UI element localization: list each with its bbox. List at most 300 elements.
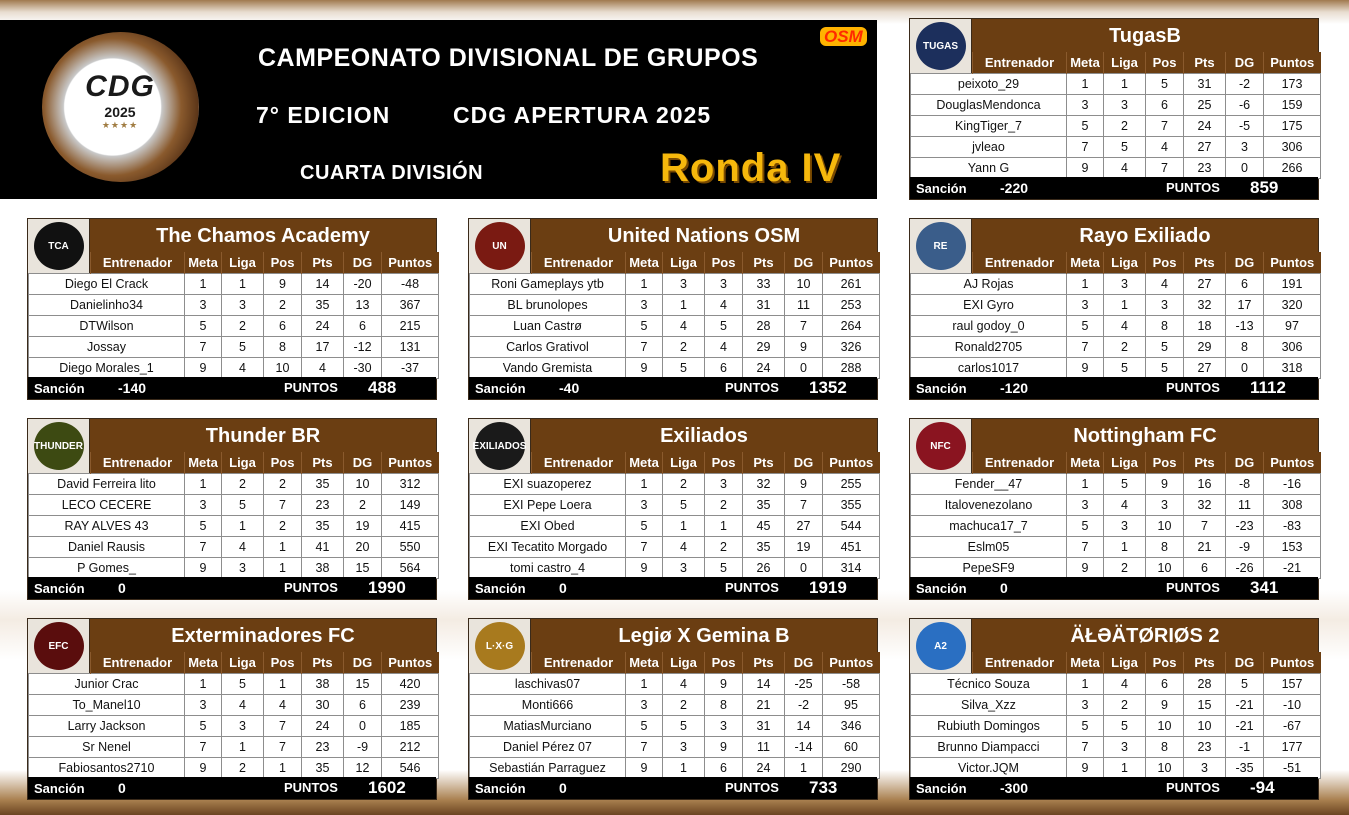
cell-dg: -25 <box>785 673 823 694</box>
table-row <box>911 357 1321 378</box>
cell-entrenador: Italovenezolano <box>911 494 1067 515</box>
cell-entrenador: AJ Rojas <box>911 273 1067 294</box>
cell-entrenador: BL brunolopes <box>470 294 626 315</box>
cell-dg: 9 <box>785 473 823 494</box>
column-header-pts: Pts <box>743 252 785 273</box>
cell-liga: 5 <box>222 336 264 357</box>
cell-pos: 7 <box>264 736 302 757</box>
sancion-label: Sanción <box>475 581 526 596</box>
table-row <box>911 557 1321 578</box>
column-header-pts: Pts <box>743 452 785 473</box>
table-row <box>911 736 1321 757</box>
cell-pts: 14 <box>743 673 785 694</box>
puntos-total: 341 <box>1250 578 1279 597</box>
division-label: CUARTA DIVISIÓN <box>300 162 484 184</box>
cdg-logo <box>42 32 199 182</box>
cell-dg: 0 <box>1226 157 1264 178</box>
cell-pts: 35 <box>302 757 344 778</box>
cell-entrenador: EXI suazoperez <box>470 473 626 494</box>
cell-pts: 38 <box>302 557 344 578</box>
team-panel <box>468 618 878 800</box>
header-spacer <box>911 52 973 73</box>
cell-meta: 5 <box>185 515 222 536</box>
cell-entrenador: Rubiuth Domingos <box>911 715 1067 736</box>
table-row <box>470 715 880 736</box>
header-spacer <box>911 452 973 473</box>
cell-pts: 24 <box>1184 115 1226 136</box>
cell-pos: 9 <box>705 736 743 757</box>
table-row <box>911 694 1321 715</box>
cell-meta: 9 <box>626 757 663 778</box>
cell-pts: 35 <box>302 294 344 315</box>
table-row <box>911 536 1321 557</box>
column-header-pts: Pts <box>743 652 785 673</box>
column-header-puntos: Puntos <box>382 652 439 673</box>
cell-pos: 6 <box>705 757 743 778</box>
cell-liga: 1 <box>1104 536 1146 557</box>
cell-puntos: 191 <box>1264 273 1321 294</box>
cell-pos: 1 <box>264 673 302 694</box>
team-panel <box>27 618 437 800</box>
cell-pts: 31 <box>743 294 785 315</box>
puntos-label: PUNTOS <box>284 380 338 395</box>
cell-dg: 6 <box>344 315 382 336</box>
cell-pos: 10 <box>264 357 302 378</box>
cell-pts: 27 <box>1184 357 1226 378</box>
team-footer <box>28 777 436 799</box>
cell-pts: 32 <box>743 473 785 494</box>
cell-pts: 35 <box>302 515 344 536</box>
cell-puntos: 367 <box>382 294 439 315</box>
puntos-label: PUNTOS <box>1166 780 1220 795</box>
cell-liga: 4 <box>663 536 705 557</box>
cell-dg: 15 <box>344 557 382 578</box>
cell-entrenador: tomi castro_4 <box>470 557 626 578</box>
table-row <box>470 536 880 557</box>
cell-entrenador: Ronald2705 <box>911 336 1067 357</box>
cell-liga: 3 <box>663 736 705 757</box>
column-header-entrenador: Entrenador <box>973 452 1067 473</box>
cell-dg: 14 <box>785 715 823 736</box>
cell-dg: 6 <box>1226 273 1264 294</box>
sancion-value: -220 <box>1000 180 1029 196</box>
header-spacer <box>29 252 91 273</box>
cell-puntos: 415 <box>382 515 439 536</box>
column-header-liga: Liga <box>222 452 264 473</box>
sancion-value: -140 <box>118 380 147 396</box>
table-row <box>29 336 439 357</box>
cell-pos: 3 <box>1146 494 1184 515</box>
cell-puntos: 173 <box>1264 73 1321 94</box>
cell-liga: 1 <box>222 273 264 294</box>
team-crest-icon: THUNDER <box>34 422 84 470</box>
cell-meta: 7 <box>626 536 663 557</box>
cell-pos: 2 <box>705 494 743 515</box>
column-header-puntos: Puntos <box>382 452 439 473</box>
cell-entrenador: Larry Jackson <box>29 715 185 736</box>
cell-meta: 3 <box>185 294 222 315</box>
sancion-value: 0 <box>118 580 126 596</box>
cell-pos: 5 <box>1146 357 1184 378</box>
cell-puntos: -10 <box>1264 694 1321 715</box>
osm-logo: OSM <box>820 27 867 46</box>
column-header-entrenador: Entrenador <box>91 452 185 473</box>
column-header-liga: Liga <box>222 252 264 273</box>
column-header-entrenador: Entrenador <box>91 652 185 673</box>
cell-dg: -2 <box>1226 73 1264 94</box>
cell-pts: 24 <box>302 315 344 336</box>
cell-liga: 3 <box>1104 94 1146 115</box>
cell-pts: 25 <box>1184 94 1226 115</box>
cell-pts: 7 <box>1184 515 1226 536</box>
cell-entrenador: DouglasMendonca <box>911 94 1067 115</box>
cell-meta: 3 <box>1067 94 1104 115</box>
table-row <box>470 673 880 694</box>
team-panel <box>468 218 878 400</box>
cell-liga: 4 <box>1104 494 1146 515</box>
cell-liga: 3 <box>1104 736 1146 757</box>
table-row <box>911 673 1321 694</box>
cell-puntos: 326 <box>823 336 880 357</box>
cell-liga: 2 <box>663 473 705 494</box>
cell-liga: 3 <box>1104 515 1146 536</box>
puntos-total: 1990 <box>368 578 406 597</box>
cell-meta: 7 <box>1067 736 1104 757</box>
table-header-row <box>470 652 880 673</box>
table-row <box>29 536 439 557</box>
team-panel <box>468 418 878 600</box>
table-row <box>911 515 1321 536</box>
header-spacer <box>470 252 532 273</box>
cell-dg: 0 <box>785 557 823 578</box>
cell-meta: 1 <box>1067 473 1104 494</box>
cell-entrenador: carlos1017 <box>911 357 1067 378</box>
cell-liga: 3 <box>1104 273 1146 294</box>
team-table <box>910 252 1321 379</box>
cell-pos: 3 <box>705 273 743 294</box>
cell-entrenador: Monti666 <box>470 694 626 715</box>
cell-liga: 1 <box>1104 73 1146 94</box>
team-table <box>28 452 439 579</box>
cell-puntos: 175 <box>1264 115 1321 136</box>
cell-dg: -13 <box>1226 315 1264 336</box>
cell-meta: 5 <box>626 515 663 536</box>
cell-entrenador: Brunno Diampacci <box>911 736 1067 757</box>
cell-entrenador: DTWilson <box>29 315 185 336</box>
column-header-puntos: Puntos <box>382 252 439 273</box>
cell-dg: 19 <box>344 515 382 536</box>
table-row <box>911 157 1321 178</box>
cell-pos: 6 <box>1146 94 1184 115</box>
cell-dg: 1 <box>785 757 823 778</box>
table-header-row <box>911 52 1321 73</box>
sancion-value: -300 <box>1000 780 1029 796</box>
cell-pos: 4 <box>705 336 743 357</box>
cell-liga: 5 <box>663 494 705 515</box>
cell-pts: 17 <box>302 336 344 357</box>
team-footer <box>910 577 1318 599</box>
table-row <box>911 273 1321 294</box>
column-header-liga: Liga <box>663 252 705 273</box>
column-header-pts: Pts <box>1184 252 1226 273</box>
cell-meta: 5 <box>1067 315 1104 336</box>
cell-liga: 4 <box>1104 673 1146 694</box>
puntos-total: 733 <box>809 778 838 797</box>
puntos-label: PUNTOS <box>1166 180 1220 195</box>
table-row <box>29 273 439 294</box>
team-table <box>910 52 1321 179</box>
table-row <box>911 94 1321 115</box>
cell-puntos: -21 <box>1264 557 1321 578</box>
cell-meta: 1 <box>626 473 663 494</box>
cell-entrenador: Victor.JQM <box>911 757 1067 778</box>
cell-pos: 4 <box>1146 273 1184 294</box>
column-header-pos: Pos <box>264 452 302 473</box>
round-label: Ronda IV <box>660 146 842 190</box>
cell-entrenador: Técnico Souza <box>911 673 1067 694</box>
edition-label: 7° EDICION <box>256 102 391 128</box>
cell-dg: 6 <box>344 694 382 715</box>
cell-liga: 4 <box>663 673 705 694</box>
cell-pts: 18 <box>1184 315 1226 336</box>
cell-entrenador: Sebastián Parraguez <box>470 757 626 778</box>
column-header-liga: Liga <box>1104 252 1146 273</box>
team-name: Rayo Exiliado <box>1079 225 1211 247</box>
cell-meta: 7 <box>626 336 663 357</box>
logo-stars: ★★★★ <box>101 120 139 130</box>
tournament-title: CAMPEONATO DIVISIONAL DE GRUPOS <box>258 44 759 72</box>
cell-entrenador: Eslm05 <box>911 536 1067 557</box>
cell-pos: 7 <box>1146 115 1184 136</box>
table-row <box>470 473 880 494</box>
column-header-pts: Pts <box>302 652 344 673</box>
cell-entrenador: PepeSF9 <box>911 557 1067 578</box>
cell-liga: 1 <box>222 515 264 536</box>
sancion-value: -120 <box>1000 380 1029 396</box>
cell-pos: 8 <box>1146 315 1184 336</box>
sancion-value: 0 <box>118 780 126 796</box>
team-crest-icon: EFC <box>34 622 84 670</box>
cell-meta: 1 <box>185 673 222 694</box>
table-row <box>470 494 880 515</box>
cell-dg: -6 <box>1226 94 1264 115</box>
cell-puntos: 131 <box>382 336 439 357</box>
cell-entrenador: Silva_Xzz <box>911 694 1067 715</box>
cell-liga: 2 <box>222 315 264 336</box>
puntos-label: PUNTOS <box>284 580 338 595</box>
cell-meta: 1 <box>1067 73 1104 94</box>
column-header-entrenador: Entrenador <box>532 252 626 273</box>
cell-pts: 31 <box>1184 73 1226 94</box>
cell-entrenador: Yann G <box>911 157 1067 178</box>
team-crest-icon: TUGAS <box>916 22 966 70</box>
puntos-total: 1112 <box>1250 378 1286 397</box>
column-header-dg: DG <box>1226 252 1264 273</box>
cell-entrenador: P Gomes_ <box>29 557 185 578</box>
cell-liga: 5 <box>1104 715 1146 736</box>
cell-pts: 23 <box>1184 736 1226 757</box>
table-row <box>911 294 1321 315</box>
team-table <box>469 652 880 779</box>
cell-dg: 13 <box>344 294 382 315</box>
column-header-entrenador: Entrenador <box>973 52 1067 73</box>
cell-pos: 4 <box>705 294 743 315</box>
cell-pts: 35 <box>743 536 785 557</box>
sancion-value: -40 <box>559 380 580 396</box>
cell-entrenador: LECO CECERE <box>29 494 185 515</box>
cell-dg: -9 <box>344 736 382 757</box>
cell-puntos: 261 <box>823 273 880 294</box>
table-row <box>911 715 1321 736</box>
cell-pos: 4 <box>264 694 302 715</box>
table-row <box>470 694 880 715</box>
cell-dg: -9 <box>1226 536 1264 557</box>
column-header-meta: Meta <box>626 252 663 273</box>
table-row <box>470 757 880 778</box>
team-name: Exterminadores FC <box>171 625 355 647</box>
cell-meta: 7 <box>185 336 222 357</box>
cell-dg: -12 <box>344 336 382 357</box>
header-spacer <box>911 652 973 673</box>
cell-liga: 3 <box>222 715 264 736</box>
cell-meta: 7 <box>185 736 222 757</box>
cell-pos: 5 <box>1146 73 1184 94</box>
cell-pts: 31 <box>743 715 785 736</box>
team-name: TugasB <box>1109 25 1181 47</box>
cell-meta: 5 <box>185 715 222 736</box>
team-name: The Chamos Academy <box>156 225 370 247</box>
team-name: Exiliados <box>660 425 748 447</box>
cell-pos: 10 <box>1146 757 1184 778</box>
table-row <box>911 73 1321 94</box>
column-header-pts: Pts <box>302 452 344 473</box>
header-spacer <box>29 452 91 473</box>
column-header-liga: Liga <box>1104 452 1146 473</box>
column-header-pts: Pts <box>1184 652 1226 673</box>
cell-liga: 1 <box>663 757 705 778</box>
puntos-label: PUNTOS <box>284 780 338 795</box>
cell-pos: 9 <box>264 273 302 294</box>
cell-puntos: 308 <box>1264 494 1321 515</box>
cell-pos: 10 <box>1146 557 1184 578</box>
cell-puntos: 215 <box>382 315 439 336</box>
column-header-puntos: Puntos <box>1264 652 1321 673</box>
column-header-dg: DG <box>1226 52 1264 73</box>
team-table <box>469 252 880 379</box>
cell-liga: 5 <box>222 673 264 694</box>
cell-liga: 4 <box>663 315 705 336</box>
cell-puntos: 355 <box>823 494 880 515</box>
cell-entrenador: raul godoy_0 <box>911 315 1067 336</box>
table-header-row <box>911 252 1321 273</box>
column-header-dg: DG <box>344 452 382 473</box>
team-panel <box>909 418 1319 600</box>
cell-dg: 9 <box>785 336 823 357</box>
cell-entrenador: RAY ALVES 43 <box>29 515 185 536</box>
cell-entrenador: To_Manel10 <box>29 694 185 715</box>
cell-meta: 1 <box>185 473 222 494</box>
cell-dg: -23 <box>1226 515 1264 536</box>
header-spacer <box>911 252 973 273</box>
cell-pts: 27 <box>1184 136 1226 157</box>
cell-entrenador: laschivas07 <box>470 673 626 694</box>
cell-puntos: 253 <box>823 294 880 315</box>
cell-meta: 7 <box>185 536 222 557</box>
cell-puntos: 159 <box>1264 94 1321 115</box>
team-footer <box>910 777 1318 799</box>
cell-dg: -21 <box>1226 715 1264 736</box>
cell-meta: 3 <box>1067 494 1104 515</box>
cell-puntos: -58 <box>823 673 880 694</box>
cell-puntos: 564 <box>382 557 439 578</box>
cell-pos: 2 <box>264 294 302 315</box>
table-row <box>911 336 1321 357</box>
cell-liga: 5 <box>663 357 705 378</box>
cell-meta: 5 <box>626 315 663 336</box>
team-footer <box>28 377 436 399</box>
cell-meta: 3 <box>626 694 663 715</box>
puntos-total: 1919 <box>809 578 847 597</box>
cell-pos: 7 <box>264 715 302 736</box>
cell-meta: 3 <box>185 494 222 515</box>
cell-meta: 1 <box>626 673 663 694</box>
cell-pts: 35 <box>743 494 785 515</box>
team-footer <box>910 177 1318 199</box>
header-banner <box>0 20 877 199</box>
team-table <box>28 252 439 379</box>
cell-puntos: 314 <box>823 557 880 578</box>
cell-meta: 1 <box>185 273 222 294</box>
cell-liga: 1 <box>1104 294 1146 315</box>
column-header-entrenador: Entrenador <box>973 652 1067 673</box>
cell-pts: 28 <box>743 315 785 336</box>
cell-pts: 16 <box>1184 473 1226 494</box>
column-header-pos: Pos <box>264 652 302 673</box>
header-spacer <box>29 652 91 673</box>
cell-puntos: 153 <box>1264 536 1321 557</box>
column-header-pos: Pos <box>1146 652 1184 673</box>
cell-pos: 1 <box>264 536 302 557</box>
cell-dg: -1 <box>1226 736 1264 757</box>
sancion-value: 0 <box>559 780 567 796</box>
cell-liga: 4 <box>222 536 264 557</box>
cell-pts: 14 <box>302 273 344 294</box>
cell-puntos: -48 <box>382 273 439 294</box>
cell-meta: 9 <box>185 357 222 378</box>
cell-entrenador: KingTiger_7 <box>911 115 1067 136</box>
team-crest-icon: NFC <box>916 422 966 470</box>
sancion-label: Sanción <box>916 781 967 796</box>
column-header-pos: Pos <box>705 452 743 473</box>
cell-entrenador: Luan Castrø <box>470 315 626 336</box>
column-header-dg: DG <box>1226 652 1264 673</box>
cell-puntos: 95 <box>823 694 880 715</box>
cell-puntos: 266 <box>1264 157 1321 178</box>
cell-dg: 5 <box>1226 673 1264 694</box>
column-header-liga: Liga <box>1104 52 1146 73</box>
table-row <box>470 357 880 378</box>
cell-meta: 9 <box>1067 557 1104 578</box>
cell-liga: 5 <box>1104 136 1146 157</box>
cell-pts: 29 <box>743 336 785 357</box>
puntos-total: -94 <box>1250 778 1275 797</box>
cell-puntos: 546 <box>382 757 439 778</box>
column-header-dg: DG <box>344 652 382 673</box>
table-header-row <box>29 652 439 673</box>
team-name: United Nations OSM <box>607 225 801 247</box>
cell-liga: 4 <box>222 357 264 378</box>
team-crest-icon: A2 <box>916 622 966 670</box>
